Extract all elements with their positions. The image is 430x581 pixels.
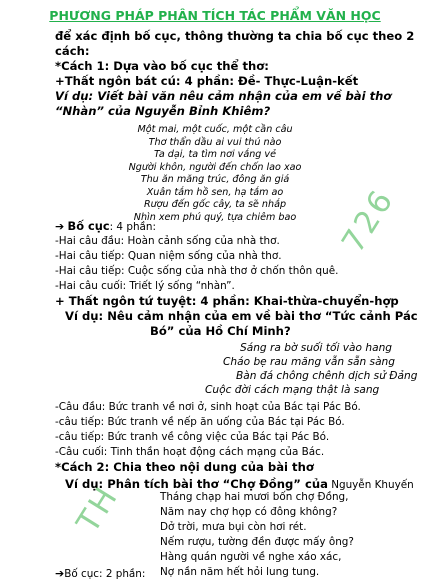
- poem3-line: Hàng quán người về nghe xáo xác,: [160, 551, 342, 563]
- poem2-line: Sáng ra bờ suối tối vào hang: [240, 342, 393, 354]
- poem3-line: Tháng chạp hai mươi bốn chợ Đồng,: [160, 491, 349, 503]
- poem2-line: Cuộc đời cách mạng thật là sang: [205, 384, 380, 396]
- example3-author: Nguyễn Khuyến: [327, 479, 414, 491]
- arrow-right-icon: ➔: [55, 567, 65, 580]
- layout2-item: -Câu đầu: Bức tranh về nơi ở, sinh hoạt của Bác tại Pác Bó.: [55, 401, 361, 413]
- layout2-item: -câu tiếp: Bức tranh về nếp ăn uống của Bác tại Pác Bó.: [55, 416, 345, 428]
- layout1-rest: : 4 phần:: [109, 221, 156, 233]
- method2-heading: *Cách 2: Chia theo nội dung của bài thơ: [55, 460, 314, 474]
- watermark-text-right: 726: [335, 182, 402, 260]
- poem1-line: Thơ thẩn dầu ai vui thú nào: [148, 136, 282, 148]
- poem3-line: Nợ nần năm hết hỏi lung tung.: [160, 566, 320, 578]
- poem1-line: Thu ăn măng trúc, đông ăn giá: [140, 174, 290, 185]
- poem3-line: Năm nay chợ họp có đông không?: [160, 506, 338, 518]
- method1-heading: *Cách 1: Dựa vào bố cục thể thơ:: [55, 59, 269, 73]
- layout1-item: -Hai câu đầu: Hoàn cảnh sống của nhà thơ.: [55, 235, 280, 247]
- intro-line-2: cách:: [55, 44, 90, 58]
- poem3-line: Nếm rượu, tường đền được mấy ông?: [160, 536, 354, 548]
- poem1-line: Nhìn xem phú quý, tựa chiêm bao: [133, 211, 297, 223]
- subtype1-heading: +Thất ngôn bát cú: 4 phần: Đề- Thực-Luận-kết: [55, 74, 359, 88]
- poem1-line: Xuân tắm hồ sen, hạ tắm ao: [146, 186, 284, 198]
- poem3-line: Dở trời, mưa bụi còn hơi rét.: [160, 521, 307, 533]
- page-title: PHƯƠNG PHÁP PHÂN TÍCH TÁC PHẨM VĂN HỌC: [49, 8, 381, 23]
- example1-line-2: “Nhàn” của Nguyễn Bỉnh Khiêm?: [55, 104, 271, 118]
- poem1-line: Ta dại, ta tìm nơi vắng vẻ: [153, 149, 277, 160]
- layout2-item: -Câu cuối: Tinh thần hoạt động cách mạng của Bác.: [55, 446, 325, 458]
- poem2-line: Bàn đá chông chênh dịch sử Đảng: [236, 370, 418, 382]
- poem1-line: Một mai, một cuốc, một cần câu: [137, 124, 293, 135]
- layout3-text: Bố cục: 2 phần:: [64, 568, 146, 580]
- poem2-line: Cháo bẹ rau măng vẫn sẵn sàng: [223, 356, 395, 368]
- intro-line-1: để xác định bố cục, thông thường ta chia bố cục theo 2: [55, 29, 415, 43]
- subtype2-heading: + Thất ngôn tứ tuyệt: 4 phần: Khai-thừa-chuyển-hợp: [55, 294, 399, 308]
- layout1-label: Bố cục: [67, 219, 110, 233]
- layout1-item: -Hai câu tiếp: Cuộc sống của nhà thơ ở chốn thôn quê.: [55, 265, 339, 277]
- example1-line-1: Ví dụ: Viết bài văn nêu cảm nhận của em về bài thơ: [55, 89, 392, 103]
- layout2-item: -câu tiếp: Bức tranh về công việc của Bác tại Pác Bó.: [55, 431, 330, 443]
- example2-line-2: Bó” của Hồ Chí Minh?: [150, 324, 291, 338]
- poem1-line: Người khôn, người đến chốn lao xao: [128, 161, 302, 173]
- example2-line-1: Ví dụ: Nêu cảm nhận của em về bài thơ “Tức cảnh Pác: [65, 309, 418, 323]
- example3-bold: Ví dụ: Phân tích bài thơ “Chợ Đồng” của: [65, 477, 328, 491]
- layout1-item: -Hai câu cuối: Triết lý sống “nhàn”.: [55, 280, 235, 292]
- arrow-right-icon: ➔: [55, 220, 65, 233]
- layout1-item: -Hai câu tiếp: Quan niệm sống của nhà thơ.: [55, 250, 282, 262]
- poem1-line: Rượu đến gốc cây, ta sẽ nhắp: [143, 199, 287, 210]
- watermark-text-left: TH: [70, 479, 127, 540]
- layout1-heading: [55, 219, 156, 235]
- layout3-heading: [55, 566, 145, 581]
